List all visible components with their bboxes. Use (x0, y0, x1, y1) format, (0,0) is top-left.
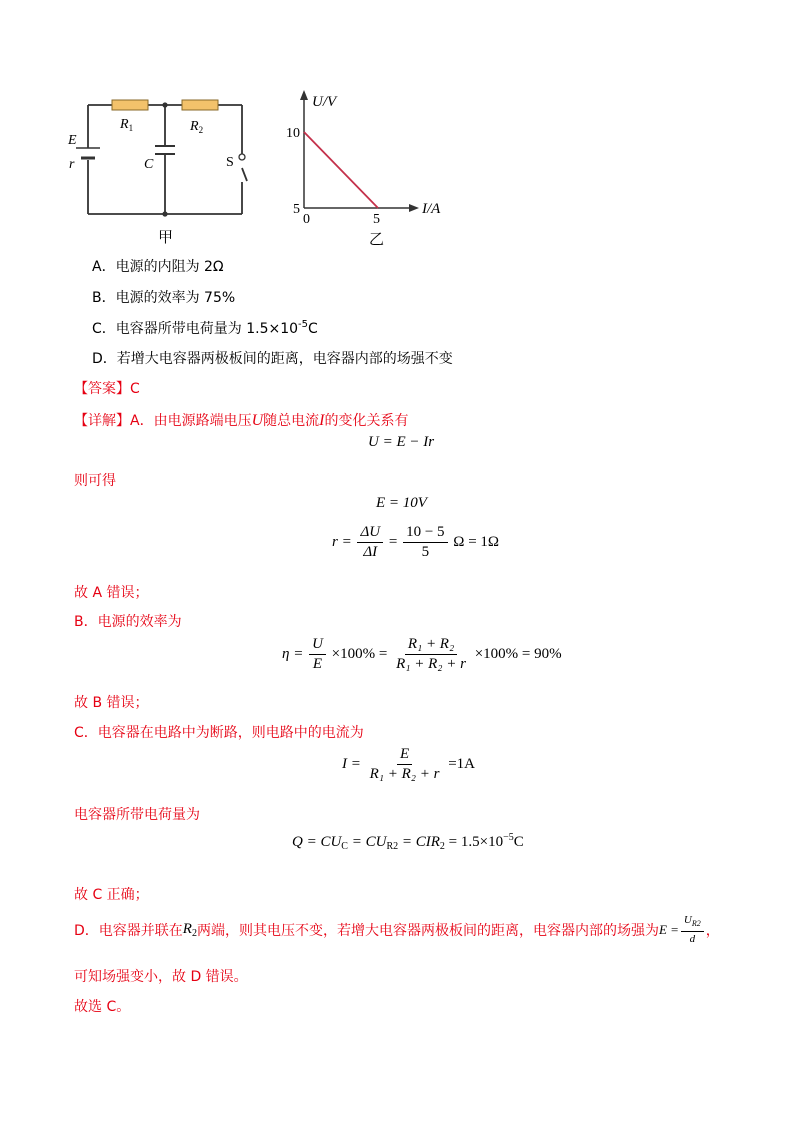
label-r2: $R_2$ (190, 119, 204, 135)
ui-graph (282, 86, 462, 250)
equation-r: r = $\frac{\Delta U}{\Delta I}$ = $\frac{10 - 5}{5}$ Ω = 1Ω (332, 524, 500, 560)
d-conclusion: 可知场强变小，故 D 错误。 (74, 969, 248, 985)
equation-efficiency: η = $\frac{U}{E}$ ×100% = $\frac{\text{R₁ + R₂}}{\text{R₁ + R₂ + r}}$ ×100% = 90% (282, 636, 562, 672)
label-r: r (69, 157, 75, 172)
option-b: B．电源的效率为 75% (92, 290, 236, 306)
a-wrong: 故 A 错误； (74, 585, 149, 601)
b-intro: B．电源的效率为 (74, 614, 182, 630)
switch-pivot (239, 154, 245, 160)
equation-e: E = 10V (376, 495, 427, 511)
equation-current: I = $\frac{E}{\text{R₁ + R₂ + r}}$ =1A (342, 746, 476, 782)
ui-line (304, 132, 378, 208)
label-r1: $R_1$ (120, 117, 134, 133)
label-s: S (226, 155, 234, 170)
x-tick-0: 0 (303, 212, 310, 227)
x-axis-arrow (409, 204, 419, 212)
y-axis-arrow (300, 90, 308, 100)
junction-dot-bottom (162, 211, 167, 216)
circuit-caption: 甲 (158, 230, 174, 246)
y-axis-label: U/V (312, 94, 337, 110)
option-d: D．若增大电容器两极板间的距离，电容器内部的场强不变 (92, 351, 453, 367)
b-wrong: 故 B 错误； (74, 695, 149, 711)
resistor-r2 (182, 100, 218, 110)
answer: 【答案】C (74, 381, 140, 397)
x-tick-5: 5 (373, 212, 380, 227)
equation-charge: $Q = CU_C = CU_{R2} = CIR_2 = 1.5\times 10^{-5}C$ (292, 832, 524, 852)
label-e: E (68, 133, 77, 148)
option-a: A．电源的内阻为 2Ω (92, 259, 224, 275)
x-axis-label: I/A (422, 201, 441, 217)
c-intro: C．电容器在电路中为断路，则电路中的电流为 (74, 725, 364, 741)
resistor-r1 (112, 100, 148, 110)
junction-dot-top (162, 102, 167, 107)
c-right: 故 C 正确； (74, 887, 149, 903)
final-choice: 故选 C。 (74, 999, 131, 1015)
detail-a-intro: 【详解】A．由电源路端电压U随总电流I的变化关系有 (74, 412, 409, 429)
y-tick-10: 10 (286, 126, 300, 141)
equation-u: U = E − Ir (368, 434, 435, 450)
circuit-diagram (60, 88, 260, 248)
y-tick-5: 5 (293, 202, 300, 217)
label-c: C (144, 157, 154, 172)
c-charge-text: 电容器所带电荷量为 (74, 807, 200, 823)
option-c: C．电容器所带电荷量为 $1.5\times 10^{-5}C$ (92, 319, 318, 337)
graph-caption: 乙 (369, 232, 385, 248)
d-intro: D．电容器并联在 $R_2$ 两端，则其电压不变，若增大电容器两极板间的距离，电容器内部的场强为 E = $\frac{U_{R2}}{d}$ ， (74, 914, 720, 945)
then-text: 则可得 (74, 473, 116, 489)
